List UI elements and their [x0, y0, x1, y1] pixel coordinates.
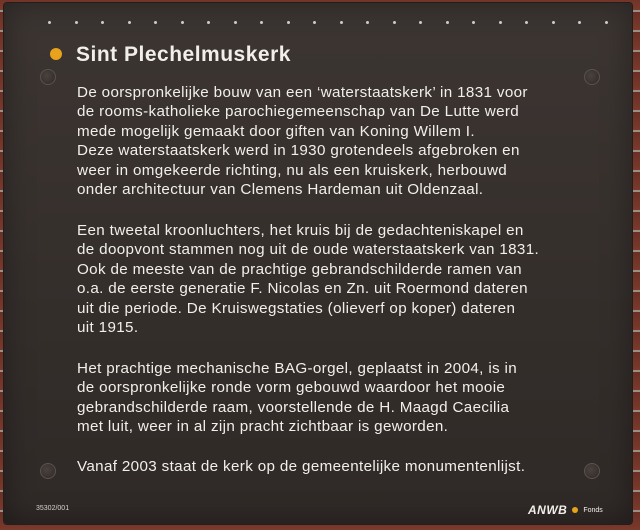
border-dot	[393, 21, 396, 24]
information-plaque	[4, 3, 632, 524]
paragraph-organ: Het prachtige mechanische BAG-orgel, geplaatst in 2004, is in de oorspronkelijke ronde vorm gebouwd waardoor het mooie gebrandschilderde raam, voorstellende de H. Maagd Caecilia met luit, weer in al zijn pracht zichtbaar is geworden.	[77, 360, 518, 436]
anwb-fonds-logo	[528, 500, 603, 520]
border-dot	[313, 21, 316, 24]
border-dot	[525, 21, 528, 24]
paragraph-interior: Een tweetal kroonluchters, het kruis bij de gedachteniskapel en de doopvont stammen nog uit de oude waterstaatskerk van 1831. Ook de meeste van de prachtige gebrandschilderde ramen van o.a. de eerste generatie F. Nicolas en Zn. uit Roermond dateren uit die periode. De Kruiswegstaties (olieverf op koper) dateren uit 1915.	[77, 222, 540, 337]
border-dot	[446, 21, 449, 24]
screw-icon	[40, 463, 56, 479]
border-dot	[181, 21, 184, 24]
border-dot	[366, 21, 369, 24]
border-dot	[472, 21, 475, 24]
border-dot	[101, 21, 104, 24]
screw-icon	[40, 69, 56, 85]
border-dot	[260, 21, 263, 24]
border-dot	[48, 21, 51, 24]
paragraph-history: De oorspronkelijke bouw van een ‘waterstaatskerk’ in 1831 voor de rooms-katholieke parochiegemeenschap van De Lutte werd mede mogelijk gemaakt door giften van Koning Willem I. Deze waterstaatskerk werd in 1930 grotendeels afgebroken en weer in omgekeerde richting, nu als een kruiskerk, herbouwd onder architectuur van Clemens Hardeman uit Oldenzaal.	[77, 84, 528, 199]
border-dot	[234, 21, 237, 24]
border-dot	[578, 21, 581, 24]
border-dot	[419, 21, 422, 24]
plaque-code: 35302/001	[36, 505, 70, 512]
logo-dot-icon	[572, 507, 578, 513]
border-dot	[552, 21, 555, 24]
screw-icon	[584, 69, 600, 85]
border-dot	[499, 21, 502, 24]
paragraph-monument: Vanaf 2003 staat de kerk op de gemeentelijke monumentenlijst.	[77, 458, 526, 475]
border-dot	[207, 21, 210, 24]
logo-label: Fonds	[583, 506, 603, 514]
dotted-border	[48, 21, 608, 25]
plaque-title: Sint Plechelmuskerk	[76, 43, 291, 66]
border-dot	[287, 21, 290, 24]
title-bullet-icon	[50, 48, 62, 60]
anwb-logo-mark: ANWB	[528, 503, 568, 517]
border-dot	[605, 21, 608, 24]
border-dot	[154, 21, 157, 24]
screw-icon	[584, 463, 600, 479]
border-dot	[128, 21, 131, 24]
border-dot	[340, 21, 343, 24]
border-dot	[75, 21, 78, 24]
